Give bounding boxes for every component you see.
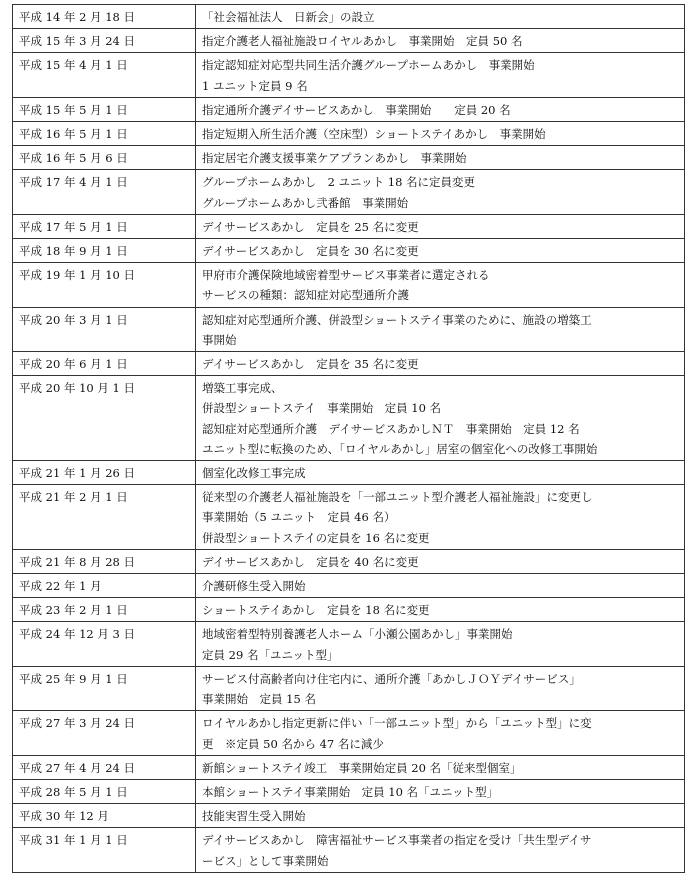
event-cell: [196, 666, 685, 710]
event-line: 増築工事完成、: [202, 381, 283, 396]
date-cell: 平成 15 年 4 月 1 日: [13, 53, 196, 97]
table-row: [13, 376, 685, 461]
event-line: 定員 29 名「ユニット型」: [202, 647, 339, 662]
event-line: 介護研修生受入開始: [202, 579, 306, 594]
date-cell: 平成 19 年 1 月 10 日: [13, 263, 196, 307]
history-table: [12, 4, 685, 873]
event-line: 指定介護老人福祉施設ロイヤルあかし 事業開始 定員 50 名: [202, 34, 523, 49]
event-line: デイサービスあかし 定員を 35 名に変更: [202, 357, 419, 372]
table-row: [13, 598, 685, 622]
event-line: 更 ※定員 50 名から 47 名に減少: [202, 736, 384, 751]
event-cell: [196, 352, 685, 376]
event-line: ユニット型に転換のため、「ロイヤルあかし」居室の個室化への改修工事開始: [202, 441, 598, 456]
event-line: 本館ショートステイ事業開始 定員 10 名「ユニット型」: [202, 784, 499, 799]
table-row: [13, 146, 685, 170]
table-row: [13, 263, 685, 307]
event-cell: [196, 461, 685, 485]
event-cell: [196, 307, 685, 351]
table-row: [13, 779, 685, 803]
event-line: 事業開始（5 ユニット 定員 46 名）: [202, 510, 396, 525]
table-row: [13, 828, 685, 872]
event-line: 指定通所介護デイサービスあかし 事業開始 定員 20 名: [202, 102, 511, 117]
event-cell: [196, 779, 685, 803]
date-cell: 平成 14 年 2 月 18 日: [13, 5, 196, 29]
event-line: デイサービスあかし 定員を 25 名に変更: [202, 219, 419, 234]
table-row: [13, 666, 685, 710]
date-cell: 平成 30 年 12 月: [13, 804, 196, 828]
date-cell: 平成 22 年 1 月: [13, 574, 196, 598]
event-cell: [196, 711, 685, 755]
table-row: [13, 122, 685, 146]
date-cell: 平成 23 年 2 月 1 日: [13, 598, 196, 622]
table-row: [13, 214, 685, 238]
event-line: サービスの種類：認知症対応型通所介護: [202, 288, 409, 303]
table-row: [13, 352, 685, 376]
table-row: [13, 461, 685, 485]
event-line: デイサービスあかし 定員を 40 名に変更: [202, 554, 419, 569]
event-line: グループホームあかし弐番館 事業開始: [202, 195, 409, 210]
date-cell: 平成 20 年 6 月 1 日: [13, 352, 196, 376]
date-cell: 平成 20 年 3 月 1 日: [13, 307, 196, 351]
table-row: [13, 804, 685, 828]
date-cell: 平成 31 年 1 月 1 日: [13, 828, 196, 872]
table-row: [13, 711, 685, 755]
event-line: デイサービスあかし 定員を 30 名に変更: [202, 244, 419, 259]
event-line: 併設型ショートステイの定員を 16 名に変更: [202, 530, 430, 545]
date-cell: 平成 16 年 5 月 1 日: [13, 122, 196, 146]
event-cell: [196, 214, 685, 238]
event-cell: [196, 5, 685, 29]
event-cell: [196, 53, 685, 97]
date-cell: 平成 15 年 3 月 24 日: [13, 29, 196, 53]
event-line: 「社会福祉法人 日新会」の設立: [202, 10, 375, 24]
date-cell: 平成 21 年 1 月 26 日: [13, 461, 196, 485]
table-row: [13, 5, 685, 29]
event-line: 認知症対応型通所介護 デイサービスあかしＮＴ 事業開始 定員 12 名: [202, 421, 580, 436]
event-line: ービス」として事業開始: [202, 853, 329, 868]
event-cell: [196, 146, 685, 170]
event-cell: [196, 485, 685, 550]
event-cell: [196, 804, 685, 828]
date-cell: 平成 28 年 5 月 1 日: [13, 779, 196, 803]
event-line: 地域密着型特別養護老人ホーム「小瀬公園あかし」事業開始: [202, 627, 513, 642]
date-cell: 平成 15 年 5 月 1 日: [13, 97, 196, 121]
date-cell: 平成 21 年 8 月 28 日: [13, 549, 196, 573]
table-row: [13, 29, 685, 53]
event-line: 1 ユニット定員 9 名: [202, 78, 308, 93]
table-row: [13, 97, 685, 121]
event-line: 指定居宅介護支援事業ケアプランあかし 事業開始: [202, 151, 467, 166]
table-row: [13, 622, 685, 666]
date-cell: 平成 17 年 5 月 1 日: [13, 214, 196, 238]
date-cell: 平成 25 年 9 月 1 日: [13, 666, 196, 710]
event-line: 事業開始 定員 15 名: [202, 692, 316, 707]
event-line: 甲府市介護保険地域密着型サービス事業者に選定される: [202, 268, 490, 283]
table-row: [13, 170, 685, 214]
event-line: 併設型ショートステイ 事業開始 定員 10 名: [202, 401, 442, 416]
event-cell: [196, 598, 685, 622]
event-line: 個室化改修工事完成: [202, 466, 306, 481]
history-table-body: [13, 5, 685, 873]
event-cell: [196, 376, 685, 461]
event-cell: [196, 263, 685, 307]
date-cell: 平成 24 年 12 月 3 日: [13, 622, 196, 666]
event-cell: [196, 239, 685, 263]
table-row: [13, 239, 685, 263]
event-cell: [196, 755, 685, 779]
table-row: [13, 549, 685, 573]
event-line: 新館ショートステイ竣工 事業開始定員 20 名「従来型個室」: [202, 760, 522, 775]
date-cell: 平成 18 年 9 月 1 日: [13, 239, 196, 263]
event-cell: [196, 170, 685, 214]
event-cell: [196, 828, 685, 872]
event-line: デイサービスあかし 障害福祉サービス事業者の指定を受け「共生型デイサ: [202, 833, 592, 848]
event-line: サービス付高齢者向け住宅内に、通所介護「あかしＪＯＹデイサービス」: [202, 671, 581, 686]
date-cell: 平成 20 年 10 月 1 日: [13, 376, 196, 461]
date-cell: 平成 17 年 4 月 1 日: [13, 170, 196, 214]
date-cell: 平成 27 年 4 月 24 日: [13, 755, 196, 779]
event-line: 認知症対応型通所介護、併設型ショートステイ事業のために、施設の増築工: [202, 312, 592, 327]
event-line: 指定認知症対応型共同生活介護グループホームあかし 事業開始: [202, 58, 535, 73]
table-row: [13, 53, 685, 97]
table-row: [13, 755, 685, 779]
date-cell: 平成 16 年 5 月 6 日: [13, 146, 196, 170]
event-cell: [196, 29, 685, 53]
event-cell: [196, 97, 685, 121]
event-cell: [196, 122, 685, 146]
event-line: 事開始: [202, 332, 237, 347]
event-cell: [196, 549, 685, 573]
event-line: 指定短期入所生活介護（空床型）ショートステイあかし 事業開始: [202, 127, 546, 142]
event-line: ロイヤルあかし指定更新に伴い「一部ユニット型」から「ユニット型」に変: [202, 716, 592, 731]
date-cell: 平成 27 年 3 月 24 日: [13, 711, 196, 755]
table-row: [13, 574, 685, 598]
table-row: [13, 485, 685, 550]
event-cell: [196, 574, 685, 598]
event-cell: [196, 622, 685, 666]
event-line: 技能実習生受入開始: [202, 809, 306, 824]
event-line: ショートステイあかし 定員を 18 名に変更: [202, 603, 430, 618]
event-line: グループホームあかし 2 ユニット 18 名に定員変更: [202, 175, 476, 190]
event-line: 従来型の介護老人福祉施設を「一部ユニット型介護老人福祉施設」に変更し: [202, 490, 593, 505]
table-row: [13, 307, 685, 351]
date-cell: 平成 21 年 2 月 1 日: [13, 485, 196, 550]
